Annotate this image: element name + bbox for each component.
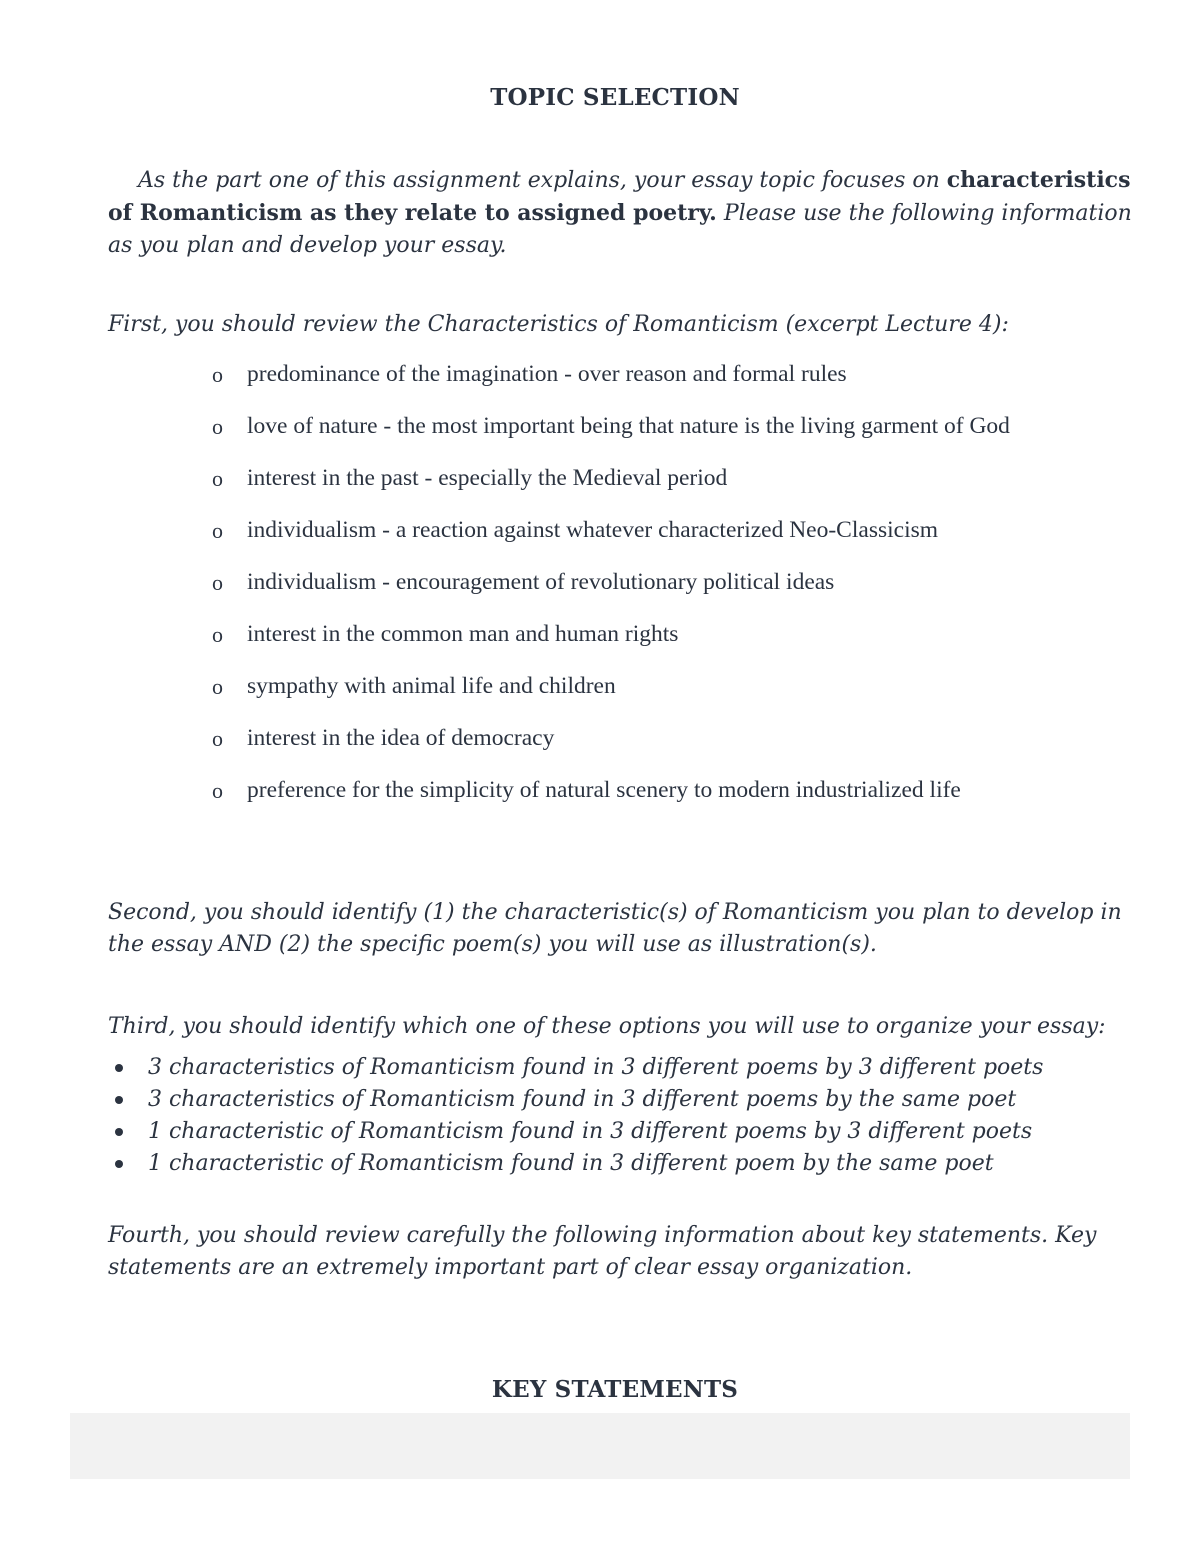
circle-bullet-marker: o — [212, 570, 223, 595]
key-statements-heading: KEY STATEMENTS — [491, 1376, 739, 1403]
option-text: 3 characteristics of Romanticism found in 3 different poems by the same poet — [148, 1087, 1017, 1112]
option-text: 1 characteristic of Romanticism found in 3 different poem by the same poet — [148, 1151, 994, 1176]
circle-bullet-marker: o — [212, 466, 223, 491]
characteristic-text: love of nature - the most important being that nature is the living garment of God — [247, 413, 1010, 439]
characteristic-text: interest in the idea of democracy — [247, 725, 555, 751]
second-instruction: Second, you should identify (1) the characteristic(s) of Romanticism you plan to develop in the essay AND (2) the specific poem(s) you will use as illustration(s). — [108, 900, 1122, 957]
bullet-dot-icon — [115, 1096, 123, 1104]
characteristic-item — [212, 358, 1112, 391]
characteristic-item — [212, 774, 1112, 807]
option-text: 3 characteristics of Romanticism found in 3 different poems by 3 different poets — [148, 1055, 1044, 1080]
characteristic-text: interest in the common man and human rights — [247, 621, 679, 647]
bullet-dot-icon — [115, 1160, 123, 1168]
intro-bold-topic: characteristics of Romanticism as they relate to assigned poetry. — [108, 167, 1131, 226]
option-item — [108, 1116, 1148, 1148]
characteristic-item — [212, 670, 1112, 703]
fourth-instruction: Fourth, you should review carefully the following information about key statements. Key statements are an extremely important part of clear essay organization. — [108, 1223, 1097, 1280]
circle-bullet-marker: o — [212, 622, 223, 647]
bullet-dot-icon — [115, 1064, 123, 1072]
option-item — [108, 1052, 1148, 1084]
characteristic-text: interest in the past - especially the Medieval period — [247, 465, 728, 491]
option-item — [108, 1148, 1148, 1180]
key-statements-box — [70, 1413, 1130, 1479]
characteristic-text: individualism - encouragement of revolutionary political ideas — [247, 569, 835, 595]
circle-bullet-marker: o — [212, 778, 223, 803]
circle-bullet-marker: o — [212, 518, 223, 543]
intro-paragraph — [108, 164, 1138, 262]
first-instruction: First, you should review the Characteristics of Romanticism (excerpt Lecture 4): — [108, 312, 1009, 337]
characteristic-item — [212, 410, 1112, 443]
intro-italic-end: Please use the following information as you plan and develop your essay. — [108, 201, 1132, 258]
circle-bullet-marker: o — [212, 362, 223, 387]
topic-selection-heading: TOPIC SELECTION — [490, 84, 740, 111]
circle-bullet-marker: o — [212, 726, 223, 751]
characteristic-item — [212, 618, 1112, 651]
characteristic-item — [212, 722, 1112, 755]
characteristic-text: individualism - a reaction against whatever characterized Neo-Classicism — [247, 517, 939, 543]
characteristic-text: preference for the simplicity of natural scenery to modern industrialized life — [247, 777, 961, 803]
bullet-dot-icon — [115, 1128, 123, 1136]
organization-options-list — [108, 1052, 1148, 1180]
circle-bullet-marker: o — [212, 414, 223, 439]
characteristic-text: sympathy with animal life and children — [247, 673, 616, 699]
intro-italic-start: As the part one of this assignment explains, your essay topic focuses on — [138, 168, 947, 193]
characteristic-item — [212, 462, 1112, 495]
option-item — [108, 1084, 1148, 1116]
characteristic-item — [212, 514, 1112, 547]
circle-bullet-marker: o — [212, 674, 223, 699]
characteristic-text: predominance of the imagination - over reason and formal rules — [247, 361, 847, 387]
option-text: 1 characteristic of Romanticism found in 3 different poems by 3 different poets — [148, 1119, 1033, 1144]
third-instruction: Third, you should identify which one of these options you will use to organize your essay: — [108, 1014, 1106, 1039]
characteristics-list — [212, 358, 1112, 826]
characteristic-item — [212, 566, 1112, 599]
